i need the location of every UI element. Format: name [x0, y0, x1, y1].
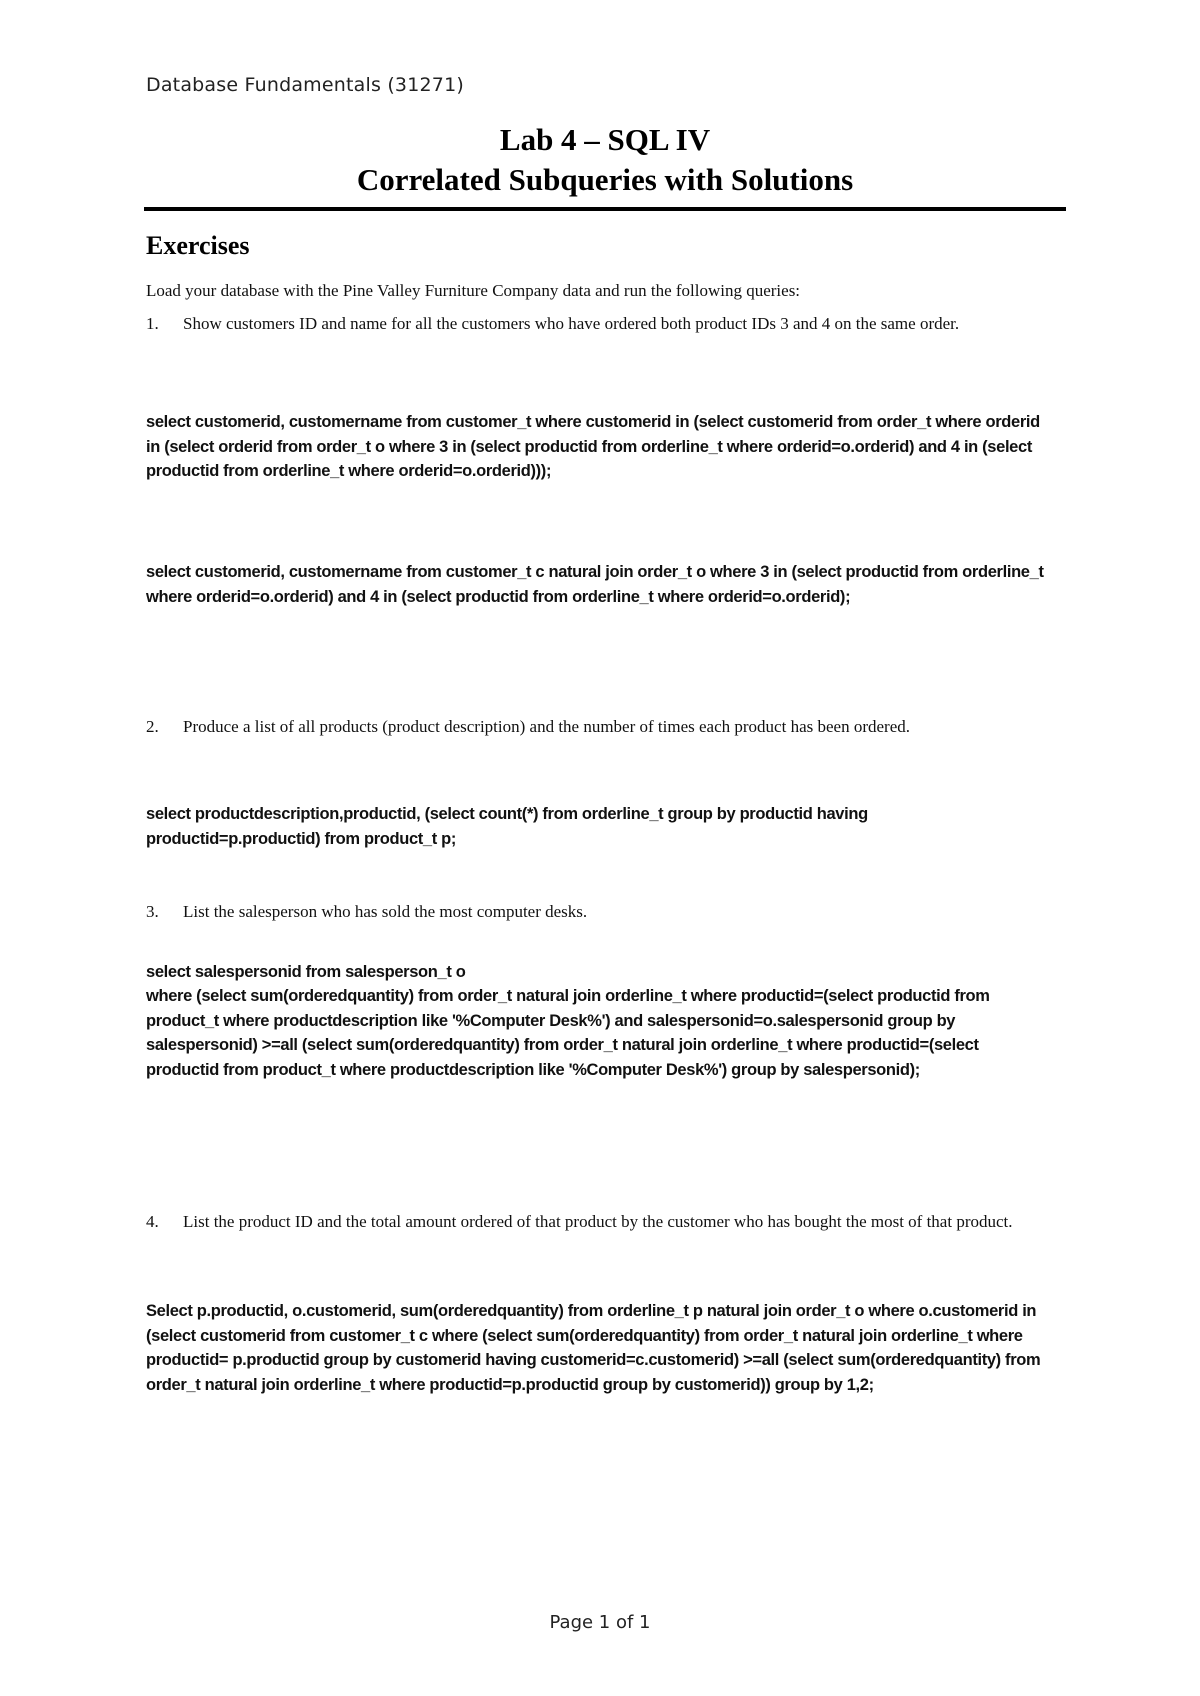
question-number: 2. — [146, 717, 159, 736]
sql-solution-1a: select customerid, customername from customer_t where customerid in (select customerid from order_t where orderid in (select orderid from order_t o where 3 in (select productid from orderline_t where orderid=o.orderid) and 4 in (select productid from orderline_t where orderid=o.orderid))); — [146, 413, 1040, 480]
question-1 — [146, 307, 1026, 341]
question-text: List the product ID and the total amount ordered of that product by the customer who has bought the most of that product. — [183, 1212, 1013, 1231]
sql-solution-2: select productdescription,productid, (select count(*) from orderline_t group by productid having productid=p.productid) from product_t p; — [146, 805, 868, 848]
title-divider — [144, 207, 1066, 211]
question-number: 3. — [146, 902, 159, 921]
sql-solution-3-line-1: select salespersonid from salesperson_t o — [146, 963, 466, 981]
sql-solution-1b: select customerid, customername from customer_t c natural join order_t o where 3 in (select productid from orderline_t where orderid=o.orderid) and 4 in (select productid from orderline_t where orderid=o.orderid); — [146, 563, 1044, 606]
question-text: List the salesperson who has sold the most computer desks. — [183, 902, 588, 921]
document-title — [146, 120, 1064, 200]
intro-text: Load your database with the Pine Valley Furniture Company data and run the following queries: — [146, 281, 801, 300]
title-line-1: Lab 4 – SQL IV — [499, 122, 711, 157]
sql-solution-3-body: where (select sum(orderedquantity) from order_t natural join orderline_t where productid=(select productid from product_t where productdescription like '%Computer Desk%') and salespersonid=o.salespersonid group by salespersonid) >=all (select sum(orderedquantity) from order_t natural join orderline_t where productid=(select productid from product_t where productdescription like '%Computer Desk%') group by salespersonid); — [146, 987, 990, 1079]
section-heading: Exercises — [146, 231, 250, 260]
running-header: Database Fundamentals (31271) — [146, 74, 464, 96]
sql-solution-4: Select p.productid, o.customerid, sum(orderedquantity) from orderline_t p natural join order_t o where o.customerid in (select customerid from customer_t c where (select sum(orderedquantity) from order_t natural join orderline_t where productid= p.productid group by customerid having customerid=c.customerid) >=all (select sum(orderedquantity) from order_t natural join orderline_t where productid=p.productid group by customerid)) group by 1,2; — [146, 1302, 1041, 1394]
question-text: Produce a list of all products (product description) and the number of times each product has been ordered. — [183, 717, 910, 736]
question-text: Show customers ID and name for all the customers who have ordered both product IDs 3 and 4 on the same order. — [183, 314, 960, 333]
title-line-2: Correlated Subqueries with Solutions — [356, 162, 854, 197]
question-3 — [146, 895, 1026, 929]
question-number: 4. — [146, 1212, 159, 1231]
question-4 — [146, 1205, 1026, 1239]
question-2 — [146, 710, 1026, 744]
question-number: 1. — [146, 314, 159, 333]
page-number-footer: Page 1 of 1 — [549, 1612, 651, 1633]
